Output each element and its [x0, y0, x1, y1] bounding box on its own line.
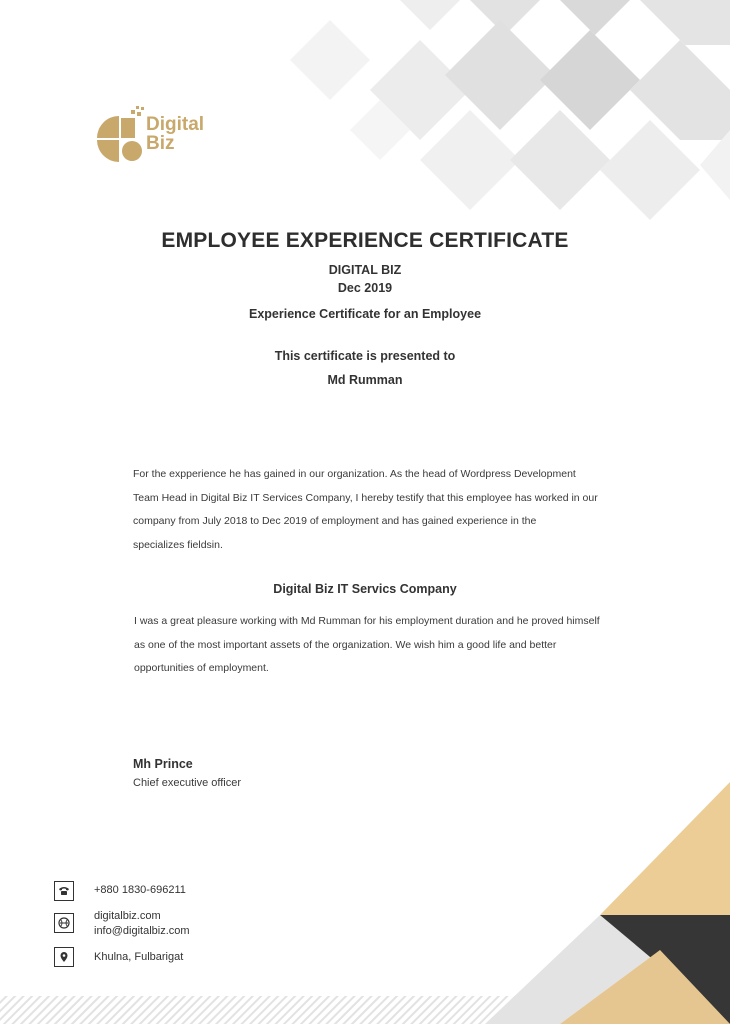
- signer-title: Chief executive officer: [133, 777, 242, 789]
- appreciation-paragraph: [134, 610, 626, 681]
- phone-icon: [54, 881, 74, 901]
- certificate-date: Dec 2019: [337, 281, 393, 295]
- website-link[interactable]: digitalbiz.com: [94, 910, 161, 922]
- paragraph-line: specializes fieldsin.: [133, 538, 223, 551]
- paragraph-line: Team Head in Digital Biz IT Services Company, I hereby testify that this employee has worked in our: [133, 491, 598, 504]
- logo-word-biz: Biz: [146, 133, 175, 154]
- section-heading: Digital Biz IT Servics Company: [273, 582, 457, 596]
- presented-to-label: This certificate is presented to: [274, 349, 456, 363]
- location-pin-icon: [54, 947, 74, 967]
- logo-wordmark: [146, 115, 204, 153]
- recipient-name: Md Rumman: [327, 373, 403, 387]
- paragraph-line: For the expperience he has gained in our organization. As the head of Wordpress Development: [133, 468, 576, 480]
- experience-paragraph: [133, 463, 623, 557]
- paragraph-line: as one of the most important assets of the organization. We wish him a good life and better: [134, 638, 557, 651]
- certificate-title: EMPLOYEE EXPERIENCE CERTIFICATE: [161, 229, 569, 252]
- certificate-subtitle: Experience Certificate for an Employee: [248, 307, 482, 321]
- address: Khulna, Fulbarigat: [94, 951, 184, 963]
- phone-number: +880 1830-696211: [94, 884, 186, 896]
- paragraph-line: I was a great pleasure working with Md Rumman for his employment duration and he proved himself: [134, 615, 600, 627]
- paragraph-line: opportunities of employment.: [134, 662, 269, 674]
- globe-icon: [54, 913, 74, 933]
- company-name: DIGITAL BIZ: [328, 263, 402, 277]
- paragraph-line: company from July 2018 to Dec 2019 of employment and has gained experience in the: [133, 515, 537, 527]
- email-link[interactable]: info@digitalbiz.com: [94, 925, 190, 937]
- website-email-block: [94, 909, 190, 939]
- signer-name: Mh Prince: [133, 757, 193, 771]
- logo-word-digital: Digital: [146, 114, 205, 135]
